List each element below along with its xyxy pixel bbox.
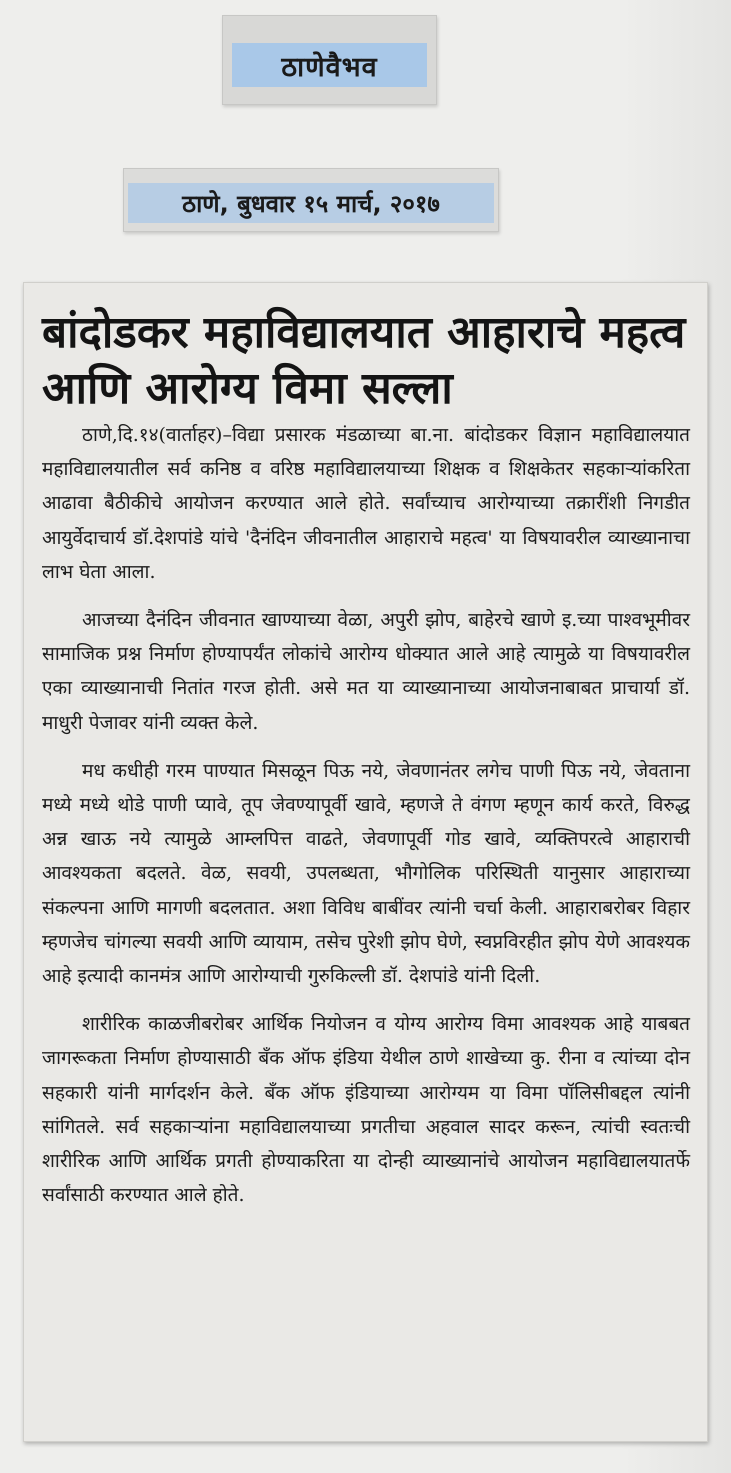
newspaper-logo: ठाणेवैभव [232, 43, 427, 87]
article-body [42, 418, 690, 1226]
dateline-clipping [123, 168, 499, 232]
article-paragraph-3: मध कधीही गरम पाण्यात मिसळून पिऊ नये, जेवणानंतर लगेच पाणी पिऊ नये, जेवताना मध्ये मध्ये थोडे पाणी प्यावे, तूप जेवण्यापूर्वी खावे, म्हणजे ते वंगण म्हणून कार्य करते, विरुद्ध अन्न खाऊ नये त्यामुळे आम्लपित्त वाढते, जेवणापूर्वी गोड खावे, व्यक्तिपरत्वे आहाराची आवश्यकता बदलते. वेळ, सवयी, उपलब्धता, भौगोलिक परिस्थिती यानुसार आहाराच्या संकल्पना आणि मागणी बदलतात. अशा विविध बाबींवर त्यांनी चर्चा केली. आहाराबरोबर विहार म्हणजेच चांगल्या सवयी आणि व्यायाम, तसेच पुरेशी झोप घेणे, स्वप्नविरहीत झोप येणे आवश्यक आहे इत्यादी कानमंत्र आणि आरोग्याची गुरुकिल्ली डॉ. देशपांडे यांनी दिली. [42, 759, 690, 988]
article-paragraph-2: आजच्या दैनंदिन जीवनात खाण्याच्या वेळा, अपुरी झोप, बाहेरचे खाणे इ.च्या पाश्वभूमीवर सामाजिक प्रश्न निर्माण होण्यापर्यंत लोकांचे आरोग्य धोक्यात आले आहे त्यामुळे या विषयावरील एका व्याख्यानाची नितांत गरज होती. असे मत या व्याख्यानाच्या आयोजनाबाबत प्राचार्या डॉ. माधुरी पेजावर यांनी व्यक्त केले. [42, 609, 690, 734]
article-headline: बांदोडकर महाविद्यालयात आहाराचे महत्व आणि आरोग्य विमा सल्ला [42, 307, 686, 414]
dateline-text: ठाणे, बुधवार १५ मार्च, २०१७ [128, 183, 494, 223]
masthead-clipping [222, 15, 437, 105]
article-paragraph-1: ठाणे,दि.१४(वार्ताहर)–विद्या प्रसारक मंडळाच्या बा.ना. बांदोडकर विज्ञान महाविद्यालयात महाविद्यालयातील सर्व कनिष्ठ व वरिष्ठ महाविद्यालयाच्या शिक्षक व शिक्षकेतर सहकाऱ्यांकरिता आढावा बैठीकीचे आयोजन करण्यात आले होते. सर्वांच्याच आरोग्याच्या तक्रारींशी निगडीत आयुर्वेदाचार्य डॉ.देशपांडे यांचे 'दैनंदिन जीवनातील आहाराचे महत्व' या विषयावरील व्याख्यानाचा लाभ घेता आला. [42, 424, 690, 583]
article-clipping [23, 282, 708, 1442]
article-paragraph-4: शारीरिक काळजीबरोबर आर्थिक नियोजन व योग्य आरोग्य विमा आवश्यक आहे याबबत जागरूकता निर्माण होण्यासाठी बँक ऑफ इंडिया येथील ठाणे शाखेच्या कु. रीना व त्यांच्या दोन सहकारी यांनी मार्गदर्शन केले. बँक ऑफ इंडियाच्या आरोग्यम या विमा पॉलिसीबद्दल त्यांनी सांगितले. सर्व सहकाऱ्यांना महाविद्यालयाच्या प्रगतीचा अहवाल सादर करून, त्यांची स्वतःची शारीरिक आणि आर्थिक प्रगती होण्याकरिता या दोन्ही व्याख्यानांचे आयोजन महाविद्यालयातर्फे सर्वांसाठी करण्यात आले होते. [42, 1013, 690, 1207]
